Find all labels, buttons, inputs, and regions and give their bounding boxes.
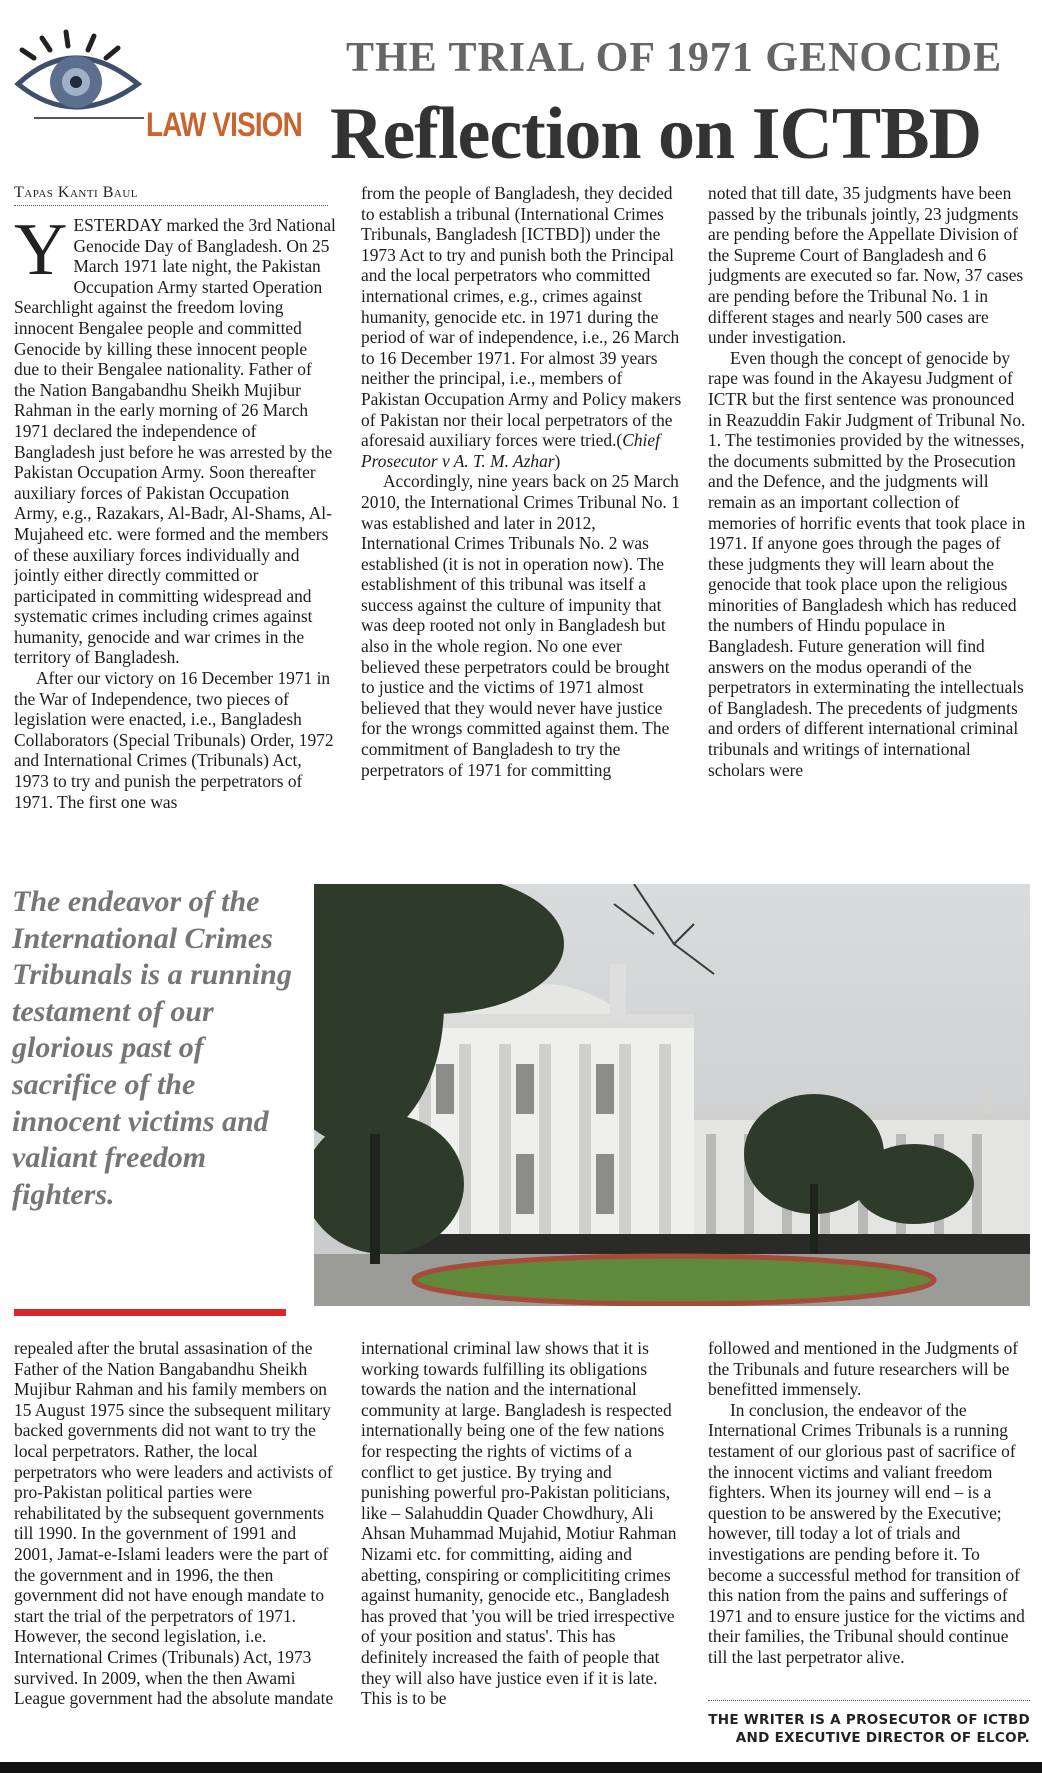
byline: Tapas Kanti Baul (14, 184, 328, 206)
kicker: THE TRIAL OF 1971 GENOCIDE (346, 35, 1003, 81)
law-vision-logo (14, 26, 304, 144)
article-column-2-top (361, 183, 683, 853)
article-paragraph: Accordingly, nine years back on 25 March 2010, the International Crimes Tribunal No. 1 was established and later in 2012, International Crimes Tribunals No. 2 was established (it is not in operation now). The establishment of this tribunal was itself a success against the culture of impunity that was deep rooted not only in Bangladesh but also in the whole region. No one ever believed these perpetrators could be brought to justice and the victims of 1971 almost believed that they would never have justice for the wrongs committed against them. The commitment of Bangladesh to try the perpetrators of 1971 for committing (361, 471, 680, 780)
article-column-1-bottom (14, 1338, 336, 1760)
article-column-3-top (708, 183, 1030, 853)
article-paragraph: from the people of Bangladesh, they decided to establish a tribunal (International Crimes Tribunals, Bangladesh [ICTBD]) under the 1973 Act to try and punish both the Principal and the local perpetrators who committed international crimes, e.g., crimes against humanity, genocide etc. in 1971 during the period of war of independence, i.e., 26 March to 16 December 1971. For almost 39 years neither the principal, i.e., members of Pakistan Occupation Army and Policy makers of Pakistan nor their local perpetrators of the aforesaid auxiliary forces were tried.(Chief Prosecutor v A. T. M. Azhar) (361, 183, 682, 471)
article-paragraph: followed and mentioned in the Judgments of the Tribunals and future researchers will be benefitted immensely. (708, 1338, 1019, 1400)
article-column-1-top (14, 215, 336, 865)
article-column-3-bottom (708, 1338, 1030, 1690)
eye-icon (14, 26, 144, 126)
article-column-2-bottom (361, 1338, 683, 1760)
drop-cap: Y (14, 215, 68, 291)
case-citation: Chief Prosecutor v A. T. M. Azhar (361, 430, 660, 471)
article-paragraph: After our victory on 16 December 1971 in the War of Independence, two pieces of legislation were enacted, i.e., Bangladesh Collaborators (Special Tribunals) Order, 1972 and International Crimes (Tribunals) Act, 1973 to try and punish the perpetrators of 1971. The first one was (14, 668, 334, 812)
writer-note: THE WRITER IS A PROSECUTOR OF ICTBD AND EXECUTIVE DIRECTOR OF ELCOP. (708, 1712, 1030, 1746)
article-paragraph: repealed after the brutal assasination of the Father of the Nation Bangabandhu Sheikh Mujibur Rahman and his family members on 15 August 1975 since the subsequent military backed governments did not want to try the local perpetrators. Rather, the local perpetrators who were leaders and activists of pro-Pakistan political parties were rehabilitated by the subsequent governments till 1990. In the government of 1991 and 2001, Jamat-e-Islami leaders were the part of the government and in 1996, the then government did not have enough mandate to start the trial of the perpetrators of 1971. However, the second legislation, i.e. International Crimes (Tribunals) Act, 1973 survived. In 2009, when the then Awami League government had the absolute mandate (14, 1338, 334, 1709)
tribunal-building-photo (314, 884, 1030, 1306)
article-paragraph: YESTERDAY marked the 3rd National Genocide Day of Bangladesh. On 25 March 1971 late night, the Pakistan Occupation Army started Operation Searchlight against the freedom loving innocent Bengalee people and committed Genocide by killing these innocent people due to their Bengalee nationality. Father of the Nation Bangabandhu Sheikh Mujibur Rahman in the early morning of 26 March 1971 declared the independence of Bangladesh just before he was arrested by the Pakistan Occupation Army. Soon thereafter auxiliary forces of Pakistan Occupation Army, e.g., Razakars, Al-Badr, Al-Shams, Al-Mujaheed etc. were formed and the members of these auxiliary forces individually and jointly either directly committed or participated in committing widespread and systematic crimes including crimes against humanity, genocide and war crimes in the territory of Bangladesh. (14, 215, 336, 668)
article-paragraph: noted that till date, 35 judgments have been passed by the tribunals jointly, 23 judgments are pending before the Appellate Division of the Supreme Court of Bangladesh and 6 judgments are executed so far. Now, 37 cases are pending before the Tribunal No. 1 in different stages and nearly 500 cases are under investigation. (708, 183, 1024, 348)
bottom-band (0, 1762, 1042, 1773)
red-divider (14, 1309, 286, 1316)
pull-quote: The endeavor of the International Crimes Tribunals is a running testament of our glorious past of sacrifice of the innocent victims and valiant freedom fighters. (12, 885, 292, 1211)
logo-text: LAW VISION (146, 106, 302, 144)
article-paragraph: international criminal law shows that it is working towards fulfilling its obligations towards the nation and the international community at large. Bangladesh is respected internationally being one of the few nations for respecting the rights of victims of a conflict to get justice. By trying and punishing powerful pro-Pakistan politicians, like – Salahuddin Quader Chowdhury, Ali Ahsan Muhammad Mujahid, Motiur Rahman Nizami etc. for committing, aiding and abetting, conspiring or complicititing crimes against humanity, genocide etc., Bangladesh has proved that 'you will be tried irrespective of your position and status'. This has definitely increased the faith of people that they will also have justice even if it is late. This is to be (361, 1338, 677, 1709)
article-paragraph: In conclusion, the endeavor of the International Crimes Tribunals is a running testament of our glorious past of sacrifice of the innocent victims and valiant freedom fighters. When its journey will end – is a question to be answered by the Executive; however, till today a lot of trials and investigations are pending before it. To become a successful method for transition of this nation from the pains and sufferings of 1971 and to ensure justice for the victims and their families, the Tribunal should continue till the last perpetrator alive. (708, 1399, 1025, 1667)
article-paragraph: Even though the concept of genocide by rape was found in the Akayesu Judgment of ICTR but the first sentence was pronounced in Reazuddin Fakir Judgment of Tribunal No. 1. The testimonies provided by the witnesses, the documents submitted by the Prosecution and the Defence, and the judgments will remain as an important collection of memories of horrific events that took place in 1971. If anyone goes through the pages of these judgments they will learn about the genocide that took place upon the religious minorities of Bangladesh which has reduced the numbers of Hindu populace in Bangladesh. Future generation will find answers on the modus operandi of the perpetrators in exterminating the intellectuals of Bangladesh. The precedents of judgments and orders of different international criminal tribunals and writings of international scholars were (708, 347, 1026, 780)
footer-divider (708, 1700, 1030, 1701)
page-title: Reflection on ICTBD (330, 93, 982, 175)
